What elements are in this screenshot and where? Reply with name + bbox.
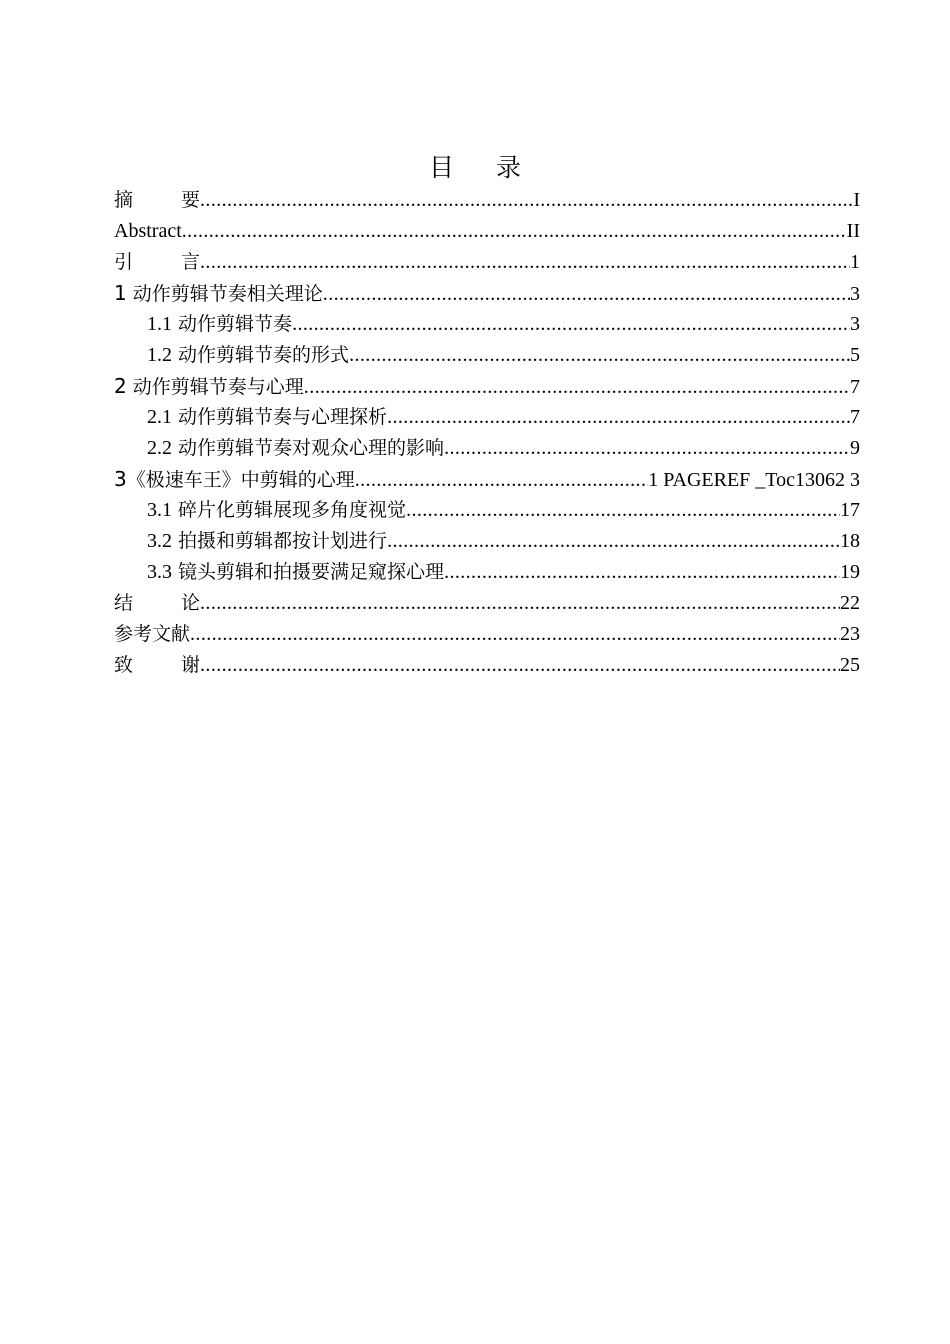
toc-entry-acknowledgements[interactable] [114, 650, 860, 681]
toc-entry-references[interactable] [114, 619, 860, 650]
toc-entry-label: 参考文献 [114, 623, 191, 645]
toc-page-number: 23 [840, 623, 860, 645]
toc-entry-label: 3《极速车王》中剪辑的心理 [114, 467, 355, 491]
toc-entry-number: 3.2 [147, 530, 172, 552]
toc-entry-label: 1 动作剪辑节奏相关理论 [114, 281, 323, 305]
toc-entry-section-3-1[interactable] [114, 495, 860, 526]
toc-entry-number: 1.2 [147, 344, 172, 366]
toc-page-number: 3 [850, 313, 860, 335]
toc-entry-label: 1.1 动作剪辑节奏 [147, 313, 293, 335]
toc-entry-label: 2.1 动作剪辑节奏与心理探析 [147, 406, 388, 428]
toc-page-number: II [846, 220, 860, 242]
toc-leader-dots [444, 557, 840, 588]
toc-entry-section-2-2[interactable] [114, 433, 860, 464]
toc-page-number: 3 [850, 283, 860, 305]
toc-leader-dots [200, 588, 840, 619]
toc-entry-chapter-2[interactable] [114, 371, 860, 402]
toc-page-number: 25 [840, 654, 860, 676]
toc-entry-section-2-1[interactable] [114, 402, 860, 433]
toc-title-right: 录 [496, 153, 522, 182]
toc-page-number: 1 [850, 251, 860, 273]
toc-entry-section-3-3[interactable] [114, 557, 860, 588]
toc-entry-abstract-cn[interactable] [114, 185, 860, 216]
toc-leader-dots [323, 279, 850, 310]
toc-entry-label: 引 言 [114, 251, 201, 273]
toc-entry-number: 3.3 [147, 561, 172, 583]
toc-entry-chapter-1[interactable] [114, 278, 860, 309]
toc-entry-number: 2.2 [147, 437, 172, 459]
toc-page-number: 7 [850, 376, 860, 398]
toc-entry-label: 3.3 镜头剪辑和拍摄要满足窥探心理 [147, 561, 445, 583]
toc-leader-dots [182, 216, 847, 247]
toc-entry-chapter-3[interactable] [114, 464, 860, 495]
toc-entry-section-1-1[interactable] [114, 309, 860, 340]
toc-leader-dots [200, 185, 853, 216]
toc-entry-label: 1.2 动作剪辑节奏的形式 [147, 344, 350, 366]
toc-leader-dots [304, 372, 850, 403]
toc-page-number: 19 [840, 561, 860, 583]
toc-entry-abstract-en[interactable] [114, 216, 860, 247]
toc-page-number: 17 [840, 499, 860, 521]
toc-entry-section-3-2[interactable] [114, 526, 860, 557]
toc-entry-number: 1.1 [147, 313, 172, 335]
toc-leader-dots [200, 650, 840, 681]
toc-leader-dots [355, 465, 648, 496]
toc-page-number: 5 [850, 344, 860, 366]
toc-entry-label: 2 动作剪辑节奏与心理 [114, 374, 304, 398]
toc-leader-dots [387, 526, 840, 557]
toc-entry-number: 3 [114, 467, 127, 491]
toc-entry-number: 1 [114, 281, 127, 305]
toc-title [0, 150, 950, 186]
toc-leader-dots [292, 309, 850, 340]
toc-entry-number: 2.1 [147, 406, 172, 428]
toc-entry-section-1-2[interactable] [114, 340, 860, 371]
toc-entry-label: 结 论 [114, 592, 201, 614]
toc-leader-dots [444, 433, 850, 464]
toc-page-number: 9 [850, 437, 860, 459]
toc-page-number: 22 [840, 592, 860, 614]
toc-leader-dots [200, 247, 850, 278]
toc-page-number: 7 [850, 406, 860, 428]
toc-page-number: 18 [840, 530, 860, 552]
toc-leader-dots [349, 340, 850, 371]
toc-entry-introduction[interactable] [114, 247, 860, 278]
toc-page-number: I [853, 189, 860, 211]
toc-entry-label: 致 谢 [114, 654, 201, 676]
toc-entry-conclusion[interactable] [114, 588, 860, 619]
toc-entry-number: 3.1 [147, 499, 172, 521]
toc-list [114, 185, 860, 681]
toc-entry-label: Abstract [114, 220, 182, 242]
toc-entry-label: 摘 要 [114, 189, 201, 211]
toc-entry-label: 3.1 碎片化剪辑展现多角度视觉 [147, 499, 407, 521]
toc-entry-label: 2.2 动作剪辑节奏对观众心理的影响 [147, 437, 445, 459]
toc-leader-dots [190, 619, 840, 650]
toc-leader-dots [387, 402, 850, 433]
toc-entry-label: 3.2 拍摄和剪辑都按计划进行 [147, 530, 388, 552]
toc-page-number: 1 PAGEREF _Toc13062 3 [648, 469, 860, 491]
toc-title-left: 目 [428, 153, 454, 182]
toc-leader-dots [406, 495, 840, 526]
toc-entry-number: 2 [114, 374, 127, 398]
